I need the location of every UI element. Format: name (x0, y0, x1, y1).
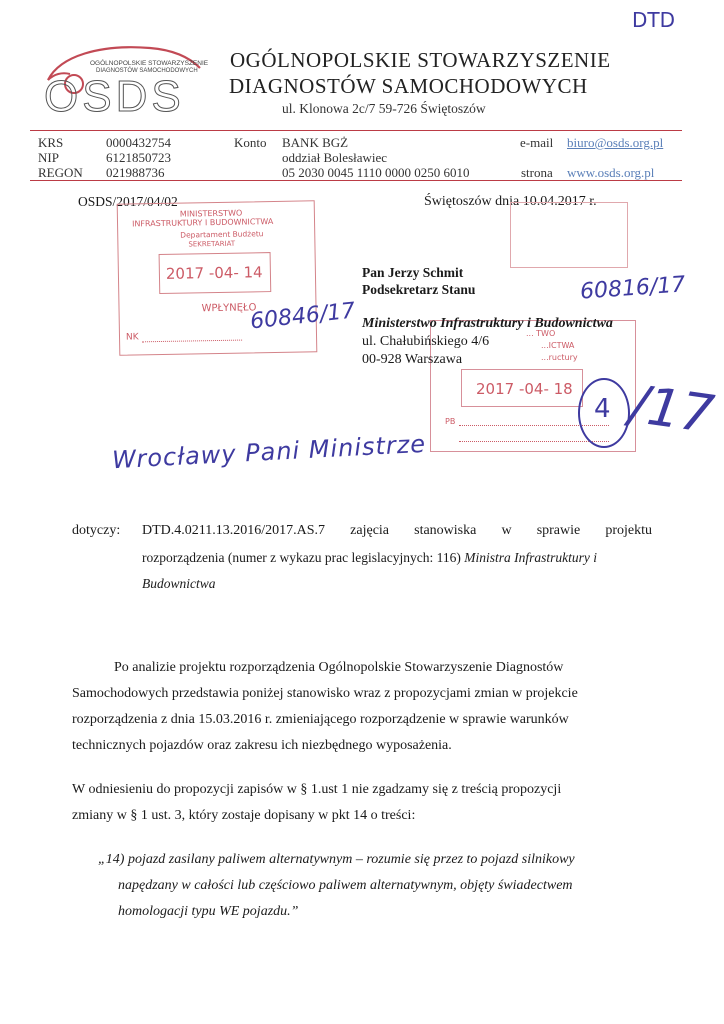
subject-line3: Budownictwa (142, 576, 216, 591)
stamp-left-line3: Departament Budżetu (180, 229, 264, 240)
subject-word-4: w (501, 523, 512, 538)
para2-line1: W odniesieniu do propozycji zapisów w § 1.ust 1 nie zgadzamy się z treścią propozycji (72, 782, 562, 797)
konto-label: Konto (234, 135, 267, 150)
para2-line2: zmiany w § 1 ust. 3, który zostaje dopisany w pkt 14 o treści: (72, 808, 416, 823)
handwritten-circle (578, 378, 630, 448)
osds-logo (40, 38, 209, 121)
org-address: ul. Klonowa 2c/7 59-726 Świętoszów (282, 101, 486, 116)
recipient-title: Podsekretarz Stanu (362, 282, 476, 297)
web-label: strona (521, 165, 553, 180)
subject-word-6: projektu (605, 523, 652, 538)
nip-value: 6121850723 (106, 150, 171, 165)
email-link[interactable]: biuro@osds.org.pl (567, 135, 664, 150)
handwritten-note: Wrocławy Pani Ministrze (111, 429, 427, 475)
para1-line3: rozporządzenia z dnia 15.03.2016 r. zmieniającego rozporządzenie w sprawie warunków (72, 712, 569, 727)
subject-line2 (142, 550, 597, 566)
subject-word-2: zajęcia (350, 523, 390, 538)
org-title-line2: DIAGNOSTÓW SAMOCHODOWYCH (229, 74, 588, 98)
logo-small-line2: DIAGNOSTÓW SAMOCHODOWYCH (96, 68, 198, 74)
received-stamp-left (117, 200, 318, 355)
nip-label: NIP (38, 150, 59, 165)
logo-small-line1: OGÓLNOPOLSKIE STOWARZYSZENIE (90, 60, 209, 67)
stamp-right-line2: ...ICTWA (541, 341, 575, 350)
quote-line3: homologacji typu WE pojazdu.” (118, 904, 299, 919)
krs-label: KRS (38, 135, 64, 150)
handwritten-number-right: 60816/17 (579, 272, 687, 305)
stamp-left-line2: INFRASTRUKTURY I BUDOWNICTWA (131, 217, 274, 229)
bank-account: 05 2030 0045 1110 0000 0250 6010 (282, 165, 470, 180)
regon-label: REGON (38, 165, 83, 180)
corner-handwritten-note: DTD (632, 8, 676, 32)
subject-line2-italic: Ministra Infrastruktury i (464, 550, 597, 565)
recipient-street: ul. Chałubińskiego 4/6 (362, 334, 490, 349)
para1-line2: Samochodowych przedstawia poniżej stanowisko wraz z propozycjami zmian w projekcie (72, 686, 578, 701)
para1-line1: Po analizie projektu rozporządzenia Ogólnopolskie Stowarzyszenie Diagnostów (114, 660, 564, 675)
stamp-right-pb: PB (445, 417, 456, 426)
subject-line1 (142, 523, 652, 539)
stamp-right-date: 2017 -04- 18 (476, 380, 573, 398)
logo-wordmark: OSDS (44, 72, 185, 121)
para1-line4: technicznych pojazdów oraz zakresu ich niezbędnego wyposażenia. (72, 738, 452, 753)
subject-word-1: DTD.4.0211.13.2016/2017.AS.7 (142, 523, 326, 538)
email-label: e-mail (520, 135, 554, 150)
stamp-right-line1: ... TWO (526, 329, 556, 338)
quote-line2: napędzany w całości lub częściowo paliwem alternatywnym, objęty świadectwem (118, 878, 573, 893)
recipient-ministry: Ministerstwo Infrastruktury i Budownictwa (362, 316, 613, 331)
header-rule-top (30, 130, 682, 131)
subject-word-3: stanowiska (414, 523, 477, 538)
stamp-left-line4: SEKRETARIAT (188, 239, 236, 249)
partial-stamp-top-right (510, 202, 628, 268)
stamp-right-line3: ...ructury (541, 353, 578, 362)
stamp-left-nk: NK (125, 332, 139, 343)
org-title-line1: OGÓLNOPOLSKIE STOWARZYSZENIE (230, 48, 611, 72)
letter-reference: OSDS/2017/04/02 (78, 194, 178, 209)
recipient-city: 00-928 Warszawa (362, 352, 463, 367)
stamp-right-date-box (461, 369, 583, 407)
subject-word-5: sprawie (536, 523, 581, 538)
header-rule-bottom (30, 180, 682, 181)
letter-date: Świętoszów dnia 10.04.2017 r. (424, 194, 597, 209)
bank-name: BANK BGŻ (282, 135, 349, 150)
bank-branch: oddział Bolesławiec (282, 150, 388, 165)
handwritten-number-left: 60846/17 (248, 298, 357, 335)
regon-value: 021988736 (106, 165, 165, 180)
stamp-left-nk-dots (142, 340, 242, 343)
stamp-left-line1: MINISTERSTWO (179, 208, 243, 219)
stamp-left-received: WPŁYNĘŁO (201, 302, 257, 315)
web-link[interactable]: www.osds.org.pl (567, 165, 655, 180)
stamp-left-date-box (159, 252, 272, 294)
stamp-right-dots2 (459, 441, 609, 442)
recipient-name: Pan Jerzy Schmit (362, 265, 464, 280)
quote-line1: „14) pojazd zasilany paliwem alternatywnym – rozumie się przez to pojazd silnikowy (98, 852, 575, 867)
krs-value: 0000432754 (106, 135, 171, 150)
stamp-left-date: 2017 -04- 14 (165, 263, 263, 283)
subject-line2-plain: rozporządzenia (numer z wykazu prac legislacyjnych: 116) (142, 550, 465, 565)
handwritten-circled-number: 4 (594, 394, 611, 424)
subject-label: dotyczy: (72, 523, 121, 538)
handwritten-slash-number: /17 (626, 374, 718, 446)
